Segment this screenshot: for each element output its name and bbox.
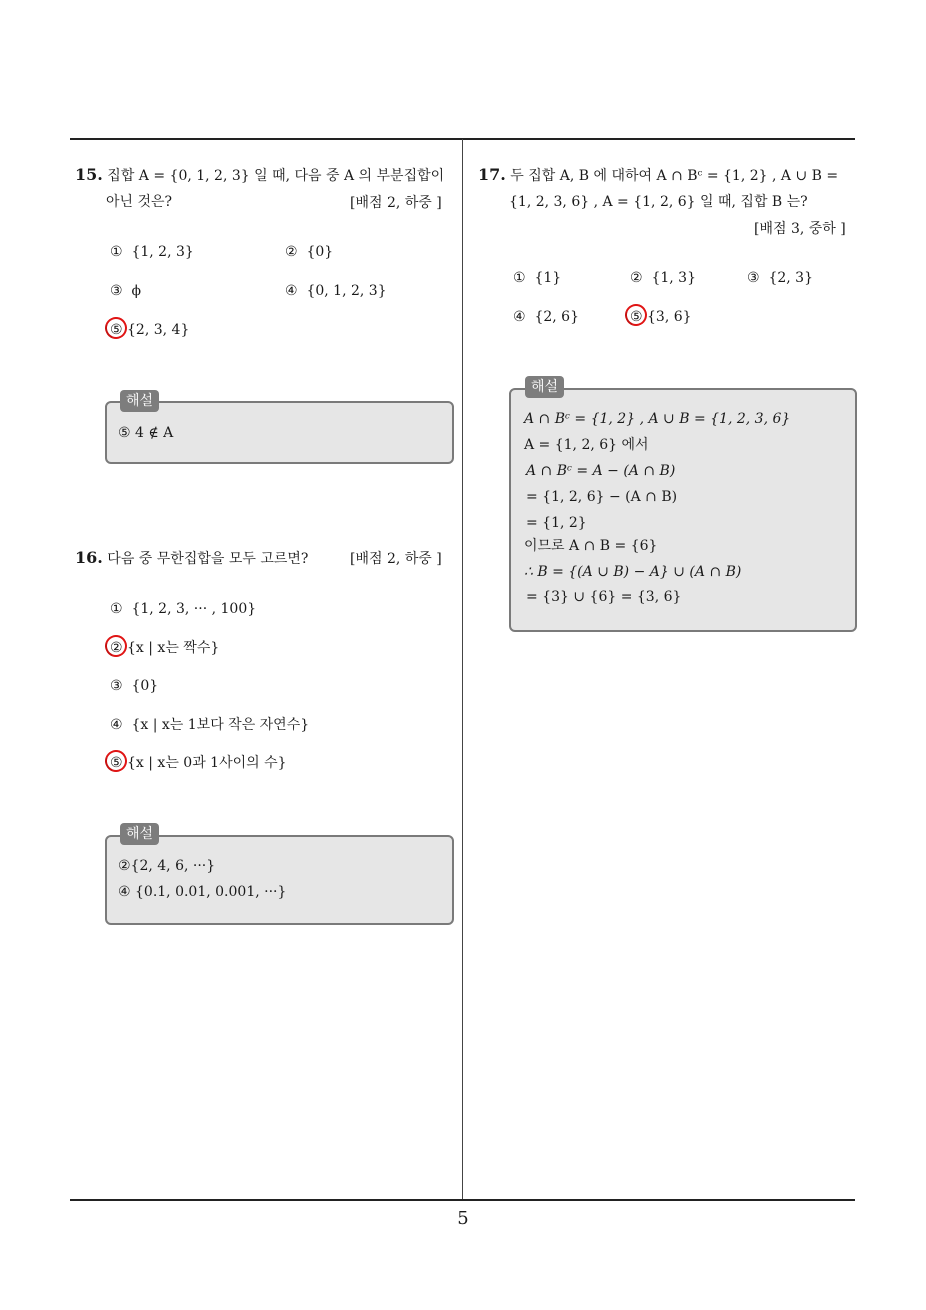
answer-circle-mark: ⑤ [630, 309, 643, 325]
answer-circle-mark: ⑤ [110, 322, 123, 338]
bottom-rule [70, 1199, 855, 1201]
choice-text: {1, 2, 3, ··· , 100} [131, 601, 257, 617]
question-stem-line2: {1, 2, 3, 6} , A = {1, 2, 6} 일 때, 집합 B 는? [509, 194, 808, 210]
choice-text: {x | x는 짝수} [127, 640, 220, 656]
choice-text: {x | x는 0과 1사이의 수} [127, 755, 287, 771]
question-number: 16. [75, 548, 103, 567]
choice-2[interactable] [285, 242, 333, 262]
solution-tag: 해설 [525, 376, 564, 398]
solution-box [509, 388, 857, 632]
question-stem-line1: 집합 A = {0, 1, 2, 3} 일 때, 다음 중 A 의 부분집합이 [107, 168, 445, 184]
choice-label: ③ [747, 270, 760, 286]
solution-line: ∴ B = {(A ∪ B) − A} ∪ (A ∩ B) [524, 564, 742, 580]
question-number: 17. [478, 165, 506, 184]
choice-text: {0} [131, 678, 159, 694]
choice-1[interactable] [110, 242, 194, 262]
choice-label: ① [110, 601, 123, 617]
choice-4[interactable] [285, 281, 387, 301]
question-16 [75, 545, 375, 572]
choice-text: {1, 2, 3} [131, 244, 194, 260]
question-stem-line1: 다음 중 무한집합을 모두 고르면? [107, 551, 309, 567]
solution-line: A ∩ Bᶜ = {1, 2} , A ∪ B = {1, 2, 3, 6} [524, 411, 791, 427]
solution-tag: 해설 [120, 823, 159, 845]
choice-text: {0, 1, 2, 3} [306, 283, 387, 299]
column-divider [462, 139, 463, 1199]
choice-1[interactable] [513, 268, 561, 288]
answer-circle-mark: ⑤ [110, 755, 123, 771]
choice-text: {2, 3, 4} [127, 322, 190, 338]
choice-text: {0} [306, 244, 334, 260]
choice-label: ② [630, 270, 643, 286]
choice-text: {2, 6} [534, 309, 579, 325]
question-17 [478, 162, 863, 215]
choice-2[interactable] [110, 638, 219, 658]
choice-text: {1, 3} [651, 270, 696, 286]
solution-line: 이므로 A ∩ B = {6} [524, 538, 658, 554]
solution-line: ④ {0.1, 0.01, 0.001, ···} [118, 884, 287, 900]
question-stem-line1: 두 집합 A, B 에 대하여 A ∩ Bᶜ = {1, 2} , A ∪ B = [510, 168, 839, 184]
choice-2[interactable] [630, 268, 696, 288]
choice-text: ϕ [131, 283, 142, 299]
choice-5[interactable] [110, 320, 189, 340]
question-stem-line2: 아닌 것은? [106, 194, 173, 210]
solution-line: ②{2, 4, 6, ···} [118, 858, 216, 874]
solution-line: A = {1, 2, 6} 에서 [524, 437, 649, 453]
choice-4[interactable] [513, 307, 579, 327]
answer-circle-mark: ② [110, 640, 123, 656]
choice-3[interactable] [110, 281, 141, 301]
choice-label: ② [285, 244, 298, 260]
solution-line: = {1, 2} [526, 515, 587, 531]
choice-text: {1} [534, 270, 562, 286]
solution-line: ⑤ 4 ∉ A [118, 425, 174, 441]
score-label: [배점 2, 하중 ] [350, 551, 442, 567]
choice-4[interactable] [110, 715, 309, 735]
choice-text: {3, 6} [647, 309, 692, 325]
choice-label: ③ [110, 678, 123, 694]
choice-label: ④ [285, 283, 298, 299]
score-label: [배점 3, 중하 ] [754, 221, 846, 237]
choice-3[interactable] [110, 676, 158, 696]
solution-box [105, 835, 454, 925]
choice-5[interactable] [110, 753, 287, 773]
solution-tag: 해설 [120, 390, 159, 412]
solution-line: = {3} ∪ {6} = {3, 6} [526, 589, 682, 605]
page-number: 5 [457, 1208, 469, 1229]
choice-1[interactable] [110, 599, 256, 619]
choice-text: {x | x는 1보다 작은 자연수} [131, 717, 310, 733]
choice-label: ④ [110, 717, 123, 733]
solution-line: = {1, 2, 6} − (A ∩ B) [526, 489, 678, 505]
choice-label: ① [513, 270, 526, 286]
choice-3[interactable] [747, 268, 813, 288]
choice-label: ③ [110, 283, 123, 299]
score-label: [배점 2, 하중 ] [350, 195, 442, 211]
question-number: 15. [75, 165, 103, 184]
solution-line: A ∩ Bᶜ = A − (A ∩ B) [526, 463, 676, 479]
choice-label: ④ [513, 309, 526, 325]
choice-text: {2, 3} [768, 270, 813, 286]
choice-5[interactable] [630, 307, 692, 327]
choice-label: ① [110, 244, 123, 260]
